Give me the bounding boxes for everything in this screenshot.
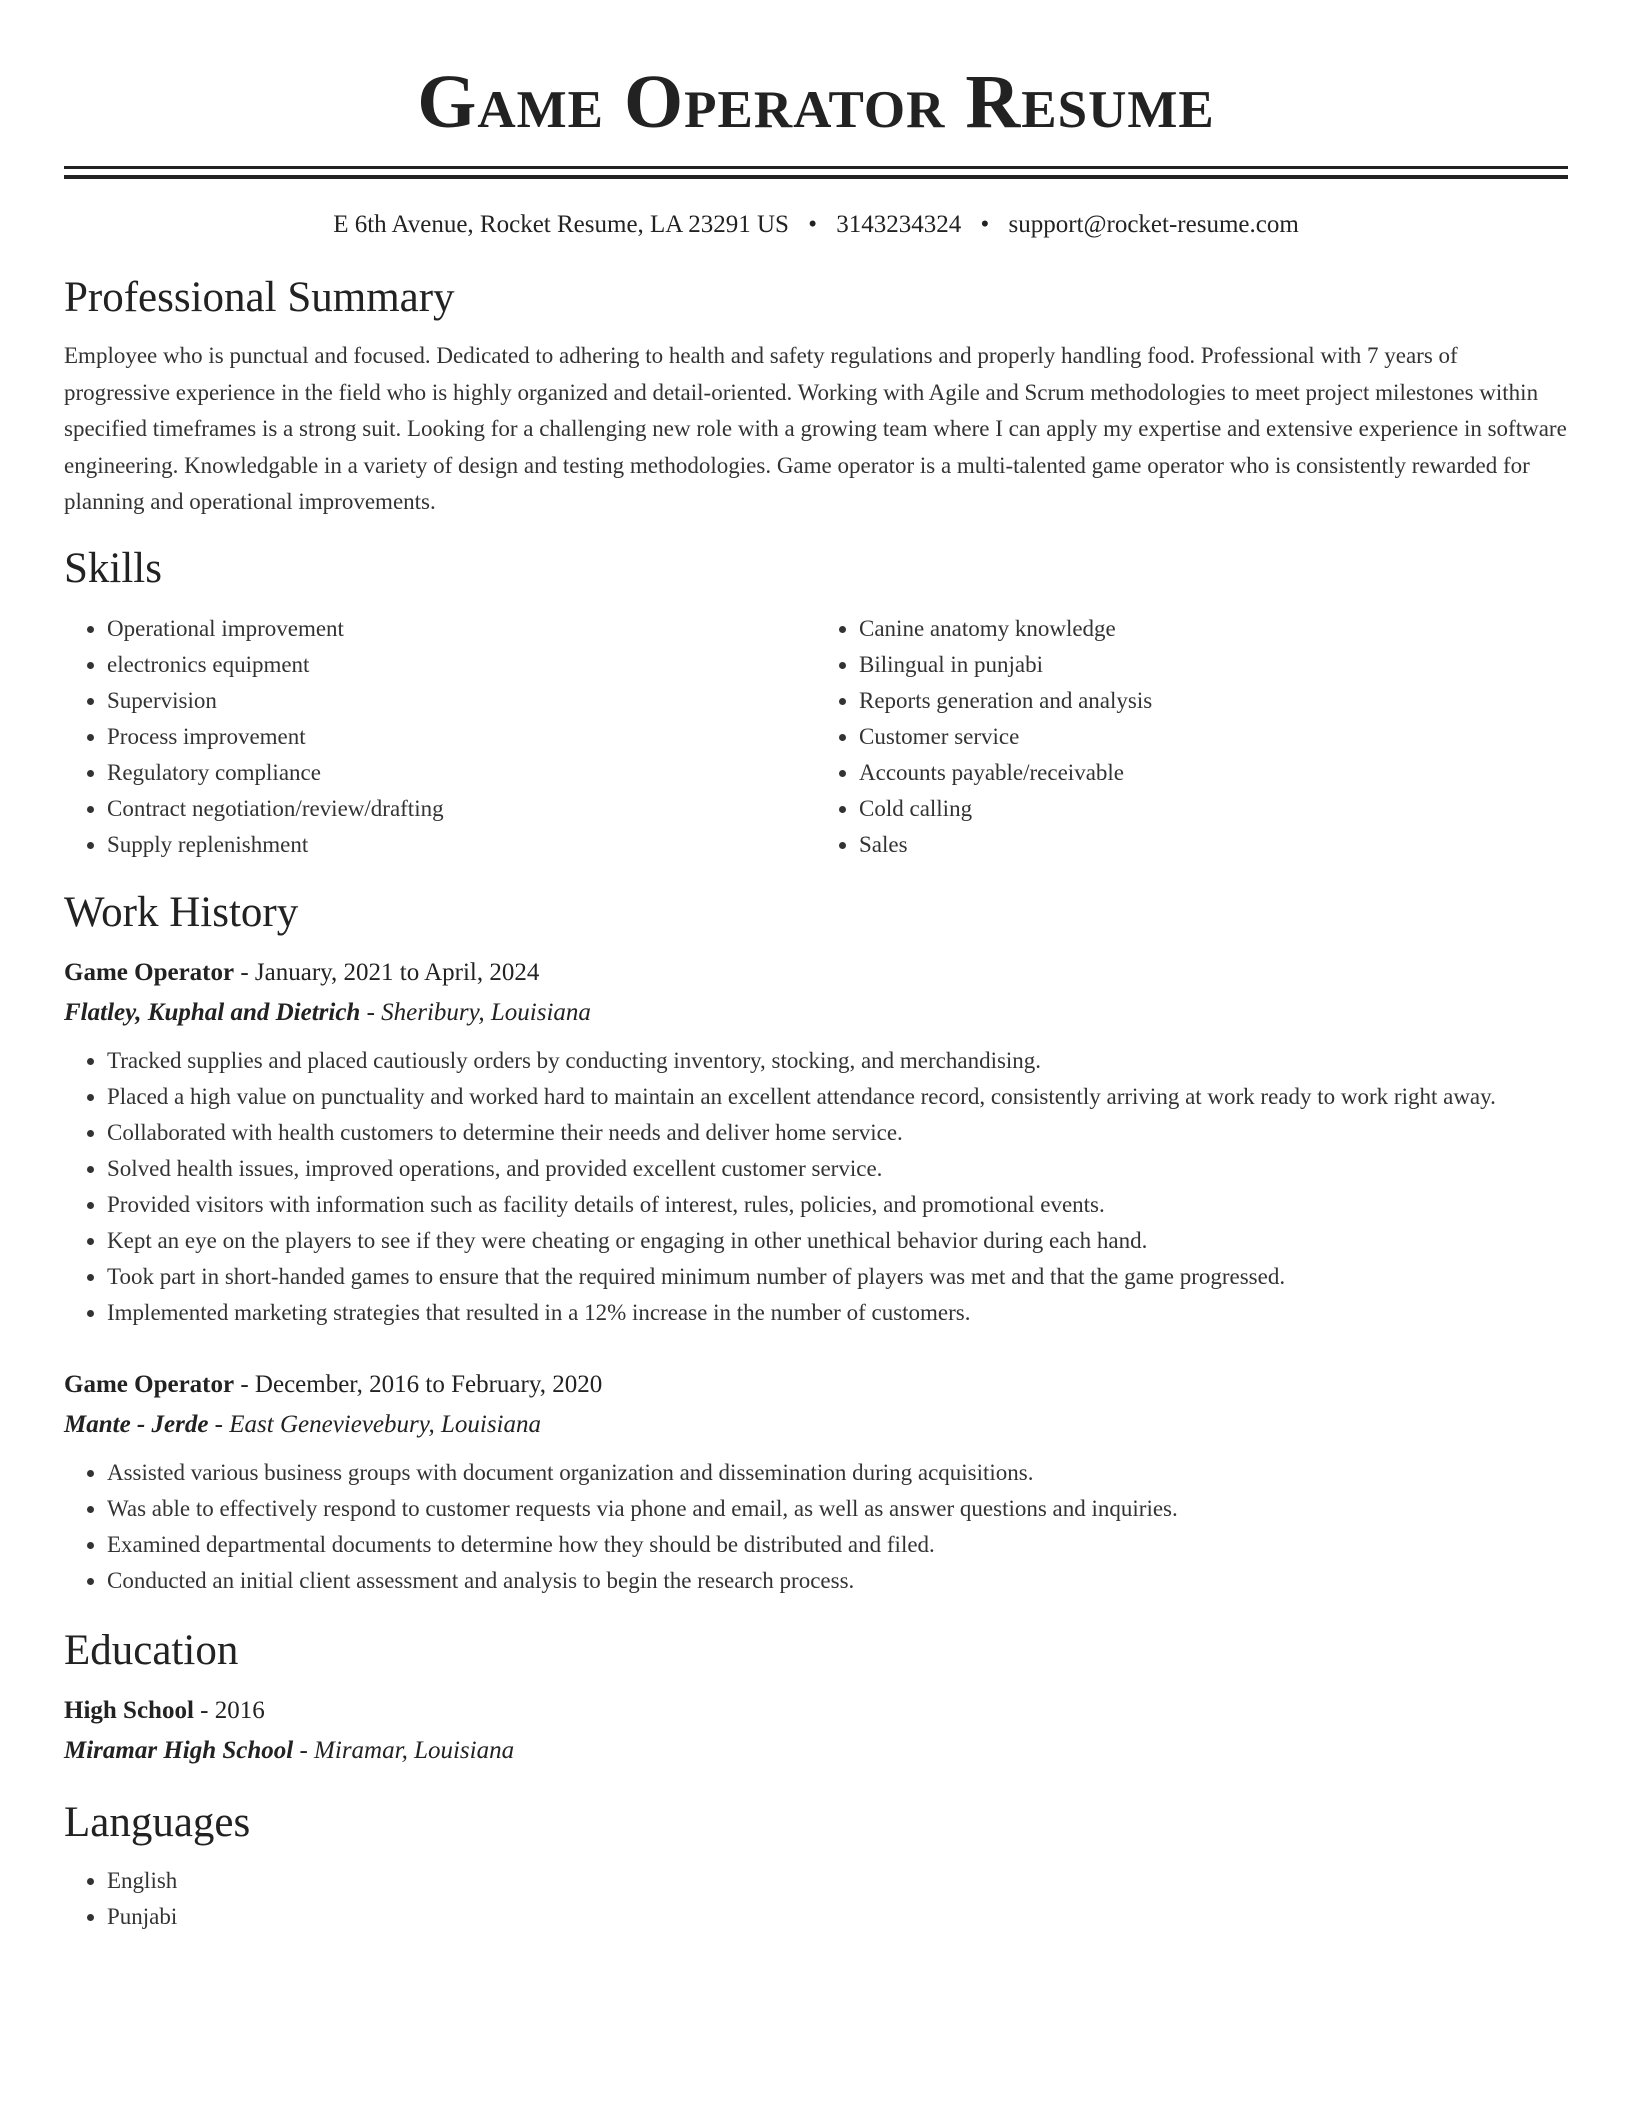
title-rule-top: [64, 166, 1568, 169]
contact-separator: •: [808, 211, 817, 238]
education-entry: [64, 1691, 1568, 1771]
skill-item: • Supply replenishment: [107, 827, 816, 863]
education-location: - Miramar, Louisiana: [293, 1736, 515, 1764]
section-heading-languages: Languages: [64, 1798, 251, 1846]
job-title: Game Operator: [64, 958, 235, 986]
skill-item: • Canine anatomy knowledge: [859, 611, 1568, 647]
job-company-line: [64, 1405, 1568, 1445]
job-bullet: • Provided visitors with information such as facility details of interest, rules, policies, and promotional events.: [107, 1187, 1568, 1223]
job-dates: - December, 2016 to February, 2020: [234, 1370, 603, 1398]
skill-item: • electronics equipment: [107, 647, 816, 683]
job-company: Mante - Jerde: [64, 1410, 209, 1438]
skill-item: • Customer service: [859, 719, 1568, 755]
resume-title: Game Operator Resume: [417, 60, 1215, 144]
job-location: - East Genevievebury, Louisiana: [208, 1410, 541, 1438]
skills-column-right: [816, 611, 1568, 863]
education-degree: High School: [64, 1696, 194, 1724]
contact-separator: •: [980, 211, 990, 238]
skill-item: • Regulatory compliance: [107, 755, 816, 791]
job-bullet: • Examined departmental documents to determine how they should be distributed and filed.: [107, 1527, 1568, 1563]
job-entry: [64, 953, 1568, 1331]
section-heading-summary: Professional Summary: [64, 274, 455, 321]
education-school-line: [64, 1731, 1568, 1771]
job-title-line: [64, 953, 1568, 993]
job-bullet: • Kept an eye on the players to see if they were cheating or engaging in other unethical behavior during each hand.: [107, 1223, 1568, 1259]
skill-item: • Operational improvement: [107, 611, 816, 647]
job-bullet: • Was able to effectively respond to customer requests via phone and email, as well as answer questions and inquiries.: [107, 1491, 1568, 1527]
contact-phone: 3143234324: [836, 211, 962, 238]
job-bullets: [64, 1455, 1568, 1599]
job-bullet: • Assisted various business groups with document organization and dissemination during acquisitions.: [107, 1455, 1568, 1491]
skill-item: • Accounts payable/receivable: [859, 755, 1568, 791]
job-location: - Sheribury, Louisiana: [360, 998, 591, 1026]
job-bullet: • Solved health issues, improved operations, and provided excellent customer service.: [107, 1151, 1568, 1187]
job-dates: - January, 2021 to April, 2024: [234, 958, 540, 986]
contact-email: support@rocket-resume.com: [1008, 211, 1299, 238]
job-company-line: [64, 993, 1568, 1033]
job-title-line: [64, 1365, 1568, 1405]
skill-item: • Sales: [859, 827, 1568, 863]
contact-address: E 6th Avenue, Rocket Resume, LA 23291 US: [333, 211, 789, 238]
job-bullet: • Tracked supplies and placed cautiously orders by conducting inventory, stocking, and merchandising.: [107, 1043, 1568, 1079]
education-school: Miramar High School: [64, 1736, 294, 1764]
skills-column-left: [64, 611, 816, 863]
language-item: • Punjabi: [107, 1899, 1568, 1935]
section-heading-skills: Skills: [64, 544, 162, 592]
language-item: • English: [107, 1863, 1568, 1899]
job-bullet: • Implemented marketing strategies that resulted in a 12% increase in the number of customers.: [107, 1295, 1568, 1331]
skill-item: • Cold calling: [859, 791, 1568, 827]
skill-item: • Process improvement: [107, 719, 816, 755]
job-bullet: • Collaborated with health customers to determine their needs and deliver home service.: [107, 1115, 1568, 1151]
skill-item: • Contract negotiation/review/drafting: [107, 791, 816, 827]
job-bullet: • Took part in short-handed games to ensure that the required minimum number of players was met and that the game progressed.: [107, 1259, 1568, 1295]
section-heading-work-history: Work History: [64, 888, 299, 936]
job-title: Game Operator: [64, 1370, 235, 1398]
job-company: Flatley, Kuphal and Dietrich: [64, 998, 361, 1026]
job-entry: [64, 1365, 1568, 1599]
title-rule-bottom: [64, 175, 1568, 179]
job-bullet: • Placed a high value on punctuality and worked hard to maintain an excellent attendance record, consistently arriving at work ready to work right away.: [107, 1079, 1568, 1115]
skill-item: • Supervision: [107, 683, 816, 719]
skills-list: [64, 611, 1568, 863]
summary-text: Employee who is punctual and focused. Dedicated to adhering to health and safety regulations and properly handling food. Professional with 7 years of progressive experience in the field who is highly organized and detail-oriented. Working with Agile and Scrum methodologies to meet project milestones within specified timeframes is a strong suit. Looking for a challenging new role with a growing team where I can apply my expertise and extensive experience in software engineering. Knowledgable in a variety of design and testing methodologies. Game operator is a multi-talented game operator who is consistently rewarded for planning and operational improvements.: [64, 343, 1567, 514]
section-heading-education: Education: [64, 1626, 239, 1674]
languages-list: [64, 1863, 1568, 1935]
skill-item: • Reports generation and analysis: [859, 683, 1568, 719]
education-degree-line: [64, 1691, 1568, 1731]
contact-line: [64, 208, 1568, 242]
job-bullet: • Conducted an initial client assessment and analysis to begin the research process.: [107, 1563, 1568, 1599]
skill-item: • Bilingual in punjabi: [859, 647, 1568, 683]
education-year: - 2016: [193, 1696, 265, 1724]
job-bullets: [64, 1043, 1568, 1331]
